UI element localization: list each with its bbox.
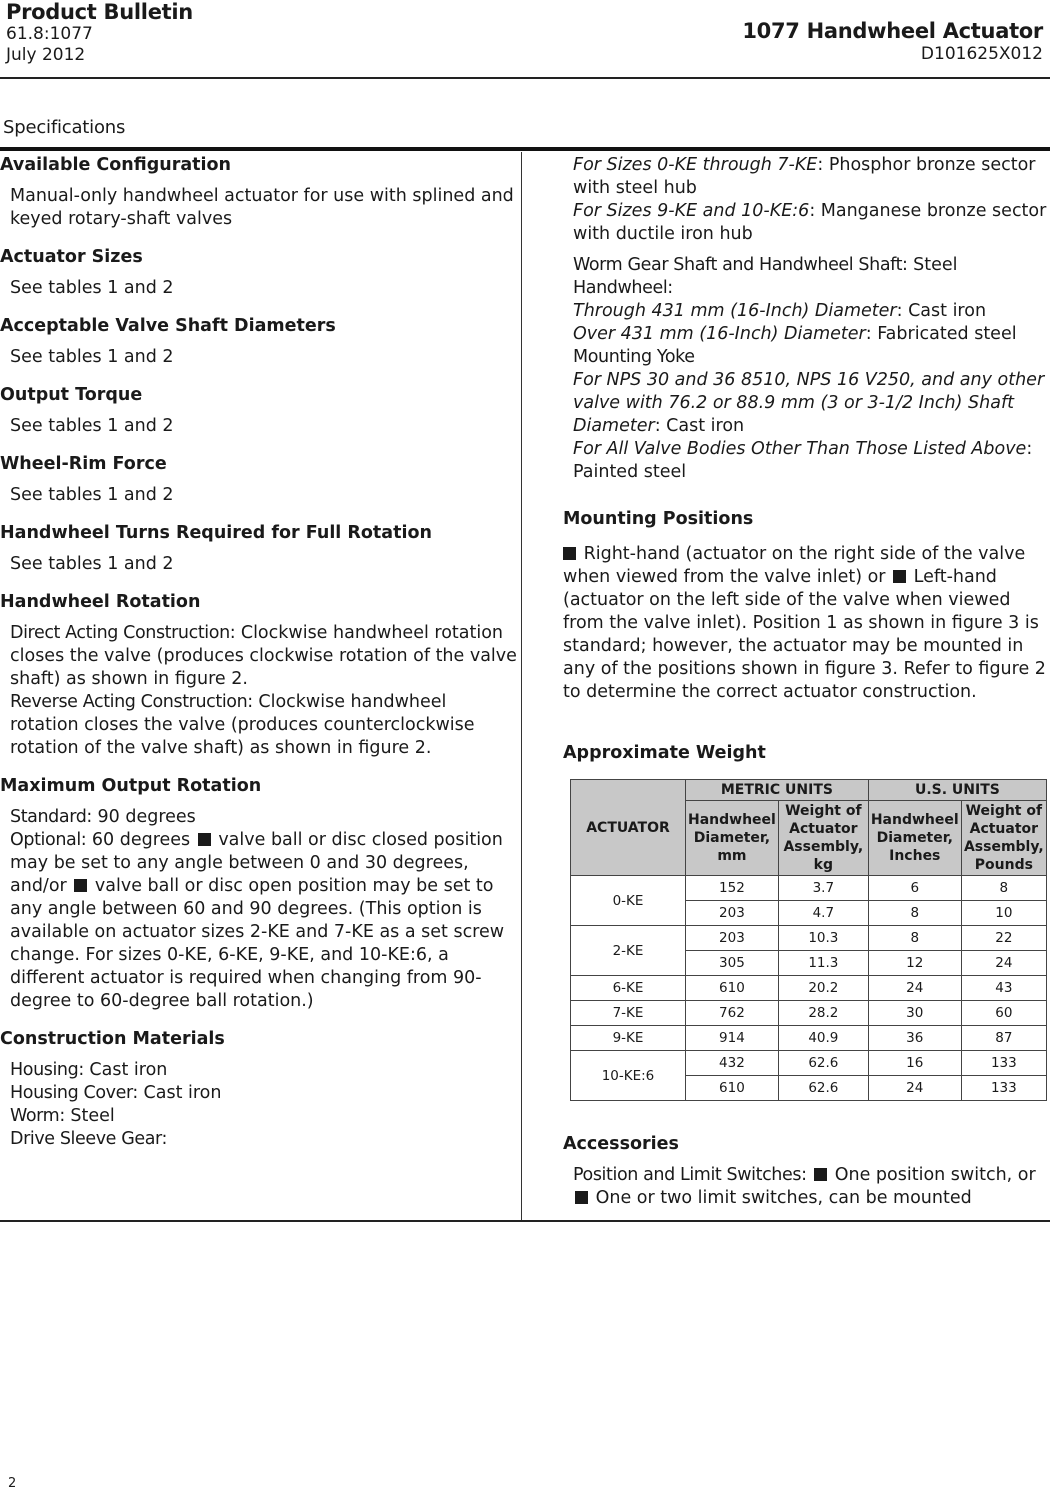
table-cell: 12 [868,951,961,976]
table-cell: 24 [868,976,961,1001]
sleeve-b-text: : Manganese bronze sector with ductile iron hub [573,201,1047,244]
shaft-diameters [0,315,518,369]
optional-text-c: valve ball or disc open position may be set to any angle between 60 and 90 degrees. (This option is available on actuator sizes 2-KE and 7-KE as a set screw change. For sizes 0-KE, 6-KE, 9-KE, and 10-KE:6, a different actuator is required when changing from 90-degree to 60-degree ball rotation.) [10,876,505,1011]
paragraph: See tables 1 and 2 [10,554,174,574]
us-header: U.S. UNITS [868,780,1046,801]
paragraph: See tables 1 and 2 [10,485,174,505]
table-cell: 60 [961,1001,1046,1026]
sleeve-label: Drive Sleeve Gear: [10,1129,168,1149]
table-cell: 6 [868,876,961,901]
cover-text: Cast iron [143,1083,222,1103]
checkbox-square-icon [814,1168,827,1181]
checkbox-square-icon [74,879,87,892]
table-cell: 24 [961,951,1046,976]
heading: Wheel-Rim Force [0,454,167,474]
table-row [571,976,1047,1001]
available-configuration [0,154,518,231]
construction-materials [0,1028,518,1151]
paragraph [0,806,518,1013]
table-cell: 87 [961,1026,1046,1051]
table-cell: 30 [868,1001,961,1026]
actuator-cell: 0-KE [571,876,686,926]
table-cell: 43 [961,976,1046,1001]
left-column [0,154,518,1166]
yoke-label: Mounting Yoke [573,347,695,367]
heading: Acceptable Valve Shaft Diameters [0,316,336,336]
standard-label: Standard: [10,807,92,827]
actuator-cell: 2-KE [571,926,686,976]
sub-header: Handwheel Diameter, mm [686,801,779,876]
table-cell: 3.7 [778,876,868,901]
hw-a-text: : Cast iron [896,301,987,321]
heading: Construction Materials [0,1029,225,1049]
sleeve-b-italic: For Sizes 9-KE and 10-KE:6 [573,201,810,221]
actuator-cell: 6-KE [571,976,686,1001]
worm-shaft-text: Steel [913,255,958,275]
checkbox-square-icon [893,570,906,583]
table-cell: 22 [961,926,1046,951]
worm-label: Worm: [10,1106,65,1126]
table-cell: 11.3 [778,951,868,976]
yoke-b-text: : Painted steel [573,439,1033,482]
handwheel-turns [0,522,518,576]
table-body [571,876,1047,1101]
actuator-cell: 10-KE:6 [571,1051,686,1101]
header-rule [0,77,1050,79]
actuator-cell: 9-KE [571,1026,686,1051]
hw-a-italic: Through 431 mm (16-Inch) Diameter [573,301,897,321]
table-cell: 62.6 [778,1076,868,1101]
column-divider [521,152,522,1221]
product-title: 1077 Handwheel Actuator [742,19,1043,43]
housing-text: Cast iron [89,1060,168,1080]
table-cell: 28.2 [778,1001,868,1026]
sleeve-gear-details [563,154,1050,246]
sub-header: Weight of Actuator Assembly, Pounds [961,801,1046,876]
table-row [571,1026,1047,1051]
paragraph: Manual-only handwheel actuator for use with splined and keyed rotary-shaft valves [10,186,514,229]
actuator-cell: 7-KE [571,1001,686,1026]
heading: Approximate Weight [563,743,766,763]
sleeve-a-italic: For Sizes 0-KE through 7-KE [573,155,818,175]
table-cell: 16 [868,1051,961,1076]
paragraph [563,543,1050,704]
mounting-text-a: Right-hand (actuator on the right side of the valve when viewed from the valve inlet) or [563,544,1026,587]
table-cell: 8 [961,876,1046,901]
weight-table [570,779,1047,1101]
standard-text: 90 degrees [97,807,196,827]
sub-header: Handwheel Diameter, Inches [868,801,961,876]
section-rule [0,147,1050,151]
switch-text-b: One or two limit switches, can be mounted [595,1188,972,1208]
paragraph: See tables 1 and 2 [10,278,174,298]
heading: Handwheel Rotation [0,592,201,612]
table-cell: 610 [686,976,779,1001]
heading: Mounting Positions [563,509,754,529]
table-cell: 24 [868,1076,961,1101]
handwheel-label: Handwheel: [573,278,673,298]
optional-text-b: valve ball or disc closed position may be set to any angle between 0 and 30 degrees, and/or [10,830,503,896]
metric-header: METRIC UNITS [686,780,869,801]
paragraph [563,1164,1050,1210]
table-cell: 203 [686,901,779,926]
section-title: Specifications [3,117,126,138]
accessories [563,1133,1050,1210]
part-number: D101625X012 [920,44,1043,64]
table-row [571,1001,1047,1026]
bottom-rule [0,1220,1050,1222]
table-cell: 8 [868,901,961,926]
table-cell: 432 [686,1051,779,1076]
hw-b-italic: Over 431 mm (16-Inch) Diameter [573,324,866,344]
right-column [563,154,1050,1210]
table-cell: 10.3 [778,926,868,951]
yoke-a-text: : Cast iron [654,416,745,436]
heading: Available Configuration [0,155,231,175]
table-row [571,926,1047,951]
sleeve-a-text: : Phosphor bronze sector with steel hub [573,155,1036,198]
sub-header: Weight of Actuator Assembly, kg [778,801,868,876]
actuator-sizes [0,246,518,300]
materials-continued [563,254,1050,484]
switch-text-a: One position switch, or [834,1165,1036,1185]
doc-date: July 2012 [6,45,86,65]
header-left [6,0,193,66]
checkbox-square-icon [563,547,576,560]
yoke-b-italic: For All Valve Bodies Other Than Those Listed Above [573,439,1027,459]
table-cell: 610 [686,1076,779,1101]
page-number: 2 [8,1476,17,1491]
header-right [742,18,1043,65]
heading: Actuator Sizes [0,247,143,267]
approximate-weight [563,742,1050,1101]
actuator-header: ACTUATOR [571,780,686,876]
wheel-rim-force [0,453,518,507]
paragraph: See tables 1 and 2 [10,416,174,436]
max-output-rotation [0,775,518,1013]
switch-label: Position and Limit Switches: [573,1165,807,1185]
heading: Output Torque [0,385,143,405]
reverse-text: Clockwise handwheel rotation closes the valve (produces counterclockwise rotation of the valve shaft) as shown in figure 2. [10,692,475,758]
direct-text: Clockwise handwheel rotation closes the valve (produces clockwise rotation of the valve shaft) as shown in figure 2. [10,623,517,689]
housing-label: Housing: [10,1060,84,1080]
table-cell: 914 [686,1026,779,1051]
doc-number: 61.8:1077 [6,24,93,44]
table-row [571,1051,1047,1076]
bulletin-title: Product Bulletin [6,0,193,24]
reverse-label: Reverse Acting Construction: [10,692,253,712]
heading: Handwheel Turns Required for Full Rotation [0,523,432,543]
paragraph [0,622,518,760]
heading: Accessories [563,1134,679,1154]
table-cell: 4.7 [778,901,868,926]
table-cell: 40.9 [778,1026,868,1051]
checkbox-square-icon [575,1191,588,1204]
table-cell: 20.2 [778,976,868,1001]
table-cell: 152 [686,876,779,901]
yoke-a-italic: For NPS 30 and 36 8510, NPS 16 V250, and any other valve with 76.2 or 88.9 mm (3 or 3-1/2 Inch) Shaft Diameter [573,370,1045,436]
handwheel-rotation [0,591,518,760]
table-cell: 133 [961,1051,1046,1076]
heading: Maximum Output Rotation [0,776,262,796]
table-cell: 203 [686,926,779,951]
checkbox-square-icon [198,833,211,846]
output-torque [0,384,518,438]
table-cell: 10 [961,901,1046,926]
worm-shaft-label: Worm Gear Shaft and Handwheel Shaft: [573,255,908,275]
mounting-text-b: Left-hand (actuator on the left side of the valve when viewed from the valve inlet). Position 1 as shown in figure 3 is standard; however, the actuator may be mounted in any of the positions shown in figure 3. Refer to figure 2 to determine the correct actuator construction. [563,567,1046,702]
table-cell: 8 [868,926,961,951]
hw-b-text: : Fabricated steel [865,324,1017,344]
paragraph [0,1059,518,1151]
optional-label: Optional: [10,830,87,850]
table-cell: 762 [686,1001,779,1026]
cover-label: Housing Cover: [10,1083,138,1103]
direct-label: Direct Acting Construction: [10,623,236,643]
worm-text: Steel [70,1106,115,1126]
mounting-positions [563,508,1050,704]
table-cell: 36 [868,1026,961,1051]
paragraph: See tables 1 and 2 [10,347,174,367]
optional-text-a: 60 degrees [91,830,191,850]
table-row [571,876,1047,901]
table-cell: 62.6 [778,1051,868,1076]
table-cell: 305 [686,951,779,976]
table-cell: 133 [961,1076,1046,1101]
